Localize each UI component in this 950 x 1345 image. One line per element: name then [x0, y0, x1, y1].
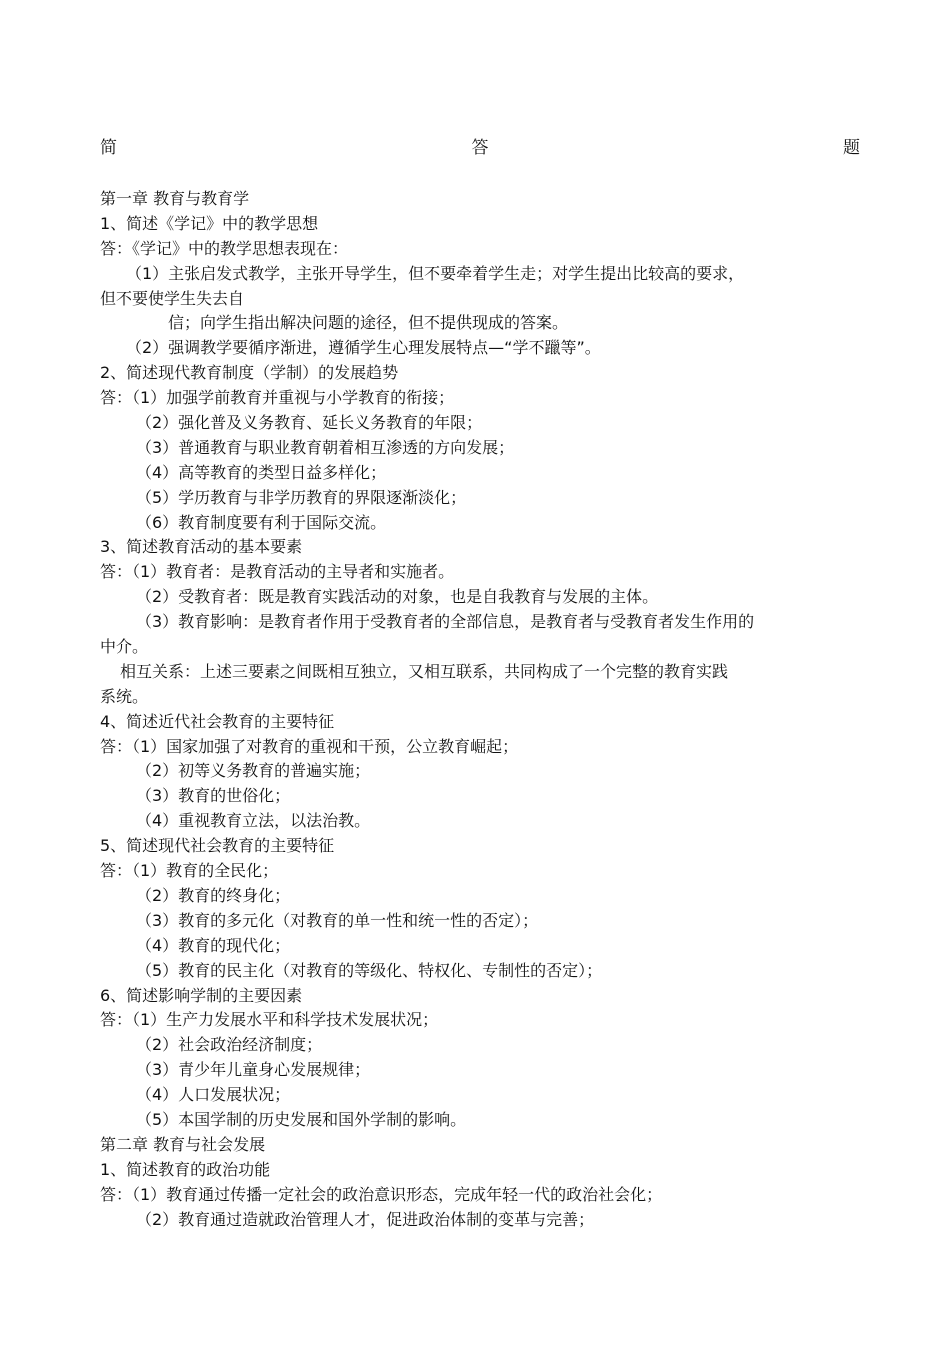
page-title [100, 132, 860, 158]
answer-line: （3）教育的世俗化； [136, 786, 291, 806]
answer-line: 信；向学生指出解决问题的途径，但不提供现成的答案。 [168, 313, 569, 333]
question-heading: 3、简述教育活动的基本要素 [100, 537, 303, 557]
answer-line: 中介。 [100, 637, 149, 657]
answer-line: 答：（1）国家加强了对教育的重视和干预，公立教育崛起； [100, 736, 519, 756]
question-heading: 2、简述现代教育制度（学制）的发展趋势 [100, 363, 399, 383]
answer-line: 系统。 [100, 686, 149, 706]
title-char: 答 [471, 137, 489, 158]
answer-line: （4）教育的现代化； [136, 935, 291, 955]
chapter-heading: 第一章 教育与教育学 [100, 189, 250, 208]
answer-line: （2）初等义务教育的普遍实施； [136, 761, 371, 781]
title-char: 简 [100, 137, 117, 158]
question-heading: 1、简述教育的政治功能 [100, 1159, 271, 1179]
answer-line: （2）受教育者：既是教育实践活动的对象，也是自我教育与发展的主体。 [136, 587, 659, 607]
answer-line: （5）本国学制的历史发展和国外学制的影响。 [136, 1109, 467, 1129]
answer-line: （2）教育的终身化； [136, 885, 291, 905]
answer-line: （2）社会政治经济制度； [136, 1035, 323, 1055]
answer-line: （1）主张启发式教学，主张开导学生，但不要牵着学生走；对学生提出比较高的要求， [126, 263, 745, 283]
question-heading: 4、简述近代社会教育的主要特征 [100, 711, 335, 731]
answer-line: （3）教育影响：是教育者作用于受教育者的全部信息，是教育者与受教育者发生作用的 [136, 612, 755, 632]
answer-line: （3）普通教育与职业教育朝着相互渗透的方向发展； [136, 437, 515, 457]
answer-line: （2）强化普及义务教育、延长义务教育的年限； [136, 413, 483, 433]
question-heading: 6、简述影响学制的主要因素 [100, 985, 303, 1005]
title-char: 题 [843, 137, 860, 158]
question-heading: 5、简述现代社会教育的主要特征 [100, 836, 335, 856]
document-body [100, 187, 830, 1232]
answer-line: （4）重视教育立法，以法治教。 [136, 811, 371, 831]
answer-line: （3）教育的多元化（对教育的单一性和统一性的否定）； [136, 910, 539, 930]
answer-line: （4）高等教育的类型日益多样化； [136, 462, 387, 482]
answer-line: 答：（1）生产力发展水平和科学技术发展状况； [100, 1010, 439, 1030]
answer-line: （6）教育制度要有利于国际交流。 [136, 512, 387, 532]
answer-line: 答：（1）教育通过传播一定社会的政治意识形态，完成年轻一代的政治社会化； [100, 1184, 663, 1204]
answer-line: 答：（1）教育的全民化； [100, 861, 279, 881]
answer-line: 相互关系：上述三要素之间既相互独立，又相互联系，共同构成了一个完整的教育实践 [120, 661, 729, 681]
chapter-heading: 第二章 教育与社会发展 [100, 1134, 266, 1154]
answer-line: 答：《学记》中的教学思想表现在： [100, 238, 349, 258]
answer-line: （5）教育的民主化（对教育的等级化、特权化、专制性的否定）； [136, 960, 603, 980]
question-heading: 1、简述《学记》中的教学思想 [100, 213, 319, 233]
answer-line: （2）教育通过造就政治管理人才，促进政治体制的变革与完善； [136, 1209, 595, 1229]
answer-line: （2）强调教学要循序渐进，遵循学生心理发展特点—“学不躐等”。 [126, 338, 601, 358]
answer-line: 答：（1）教育者：是教育活动的主导者和实施者。 [100, 562, 455, 582]
answer-line: （4）人口发展状况； [136, 1085, 291, 1105]
answer-line: （5）学历教育与非学历教育的界限逐渐淡化； [136, 487, 467, 507]
answer-line: 答：（1）加强学前教育并重视与小学教育的衔接； [100, 388, 455, 408]
answer-line: 但不要使学生失去自 [100, 288, 245, 308]
answer-line: （3）青少年儿童身心发展规律； [136, 1060, 371, 1080]
